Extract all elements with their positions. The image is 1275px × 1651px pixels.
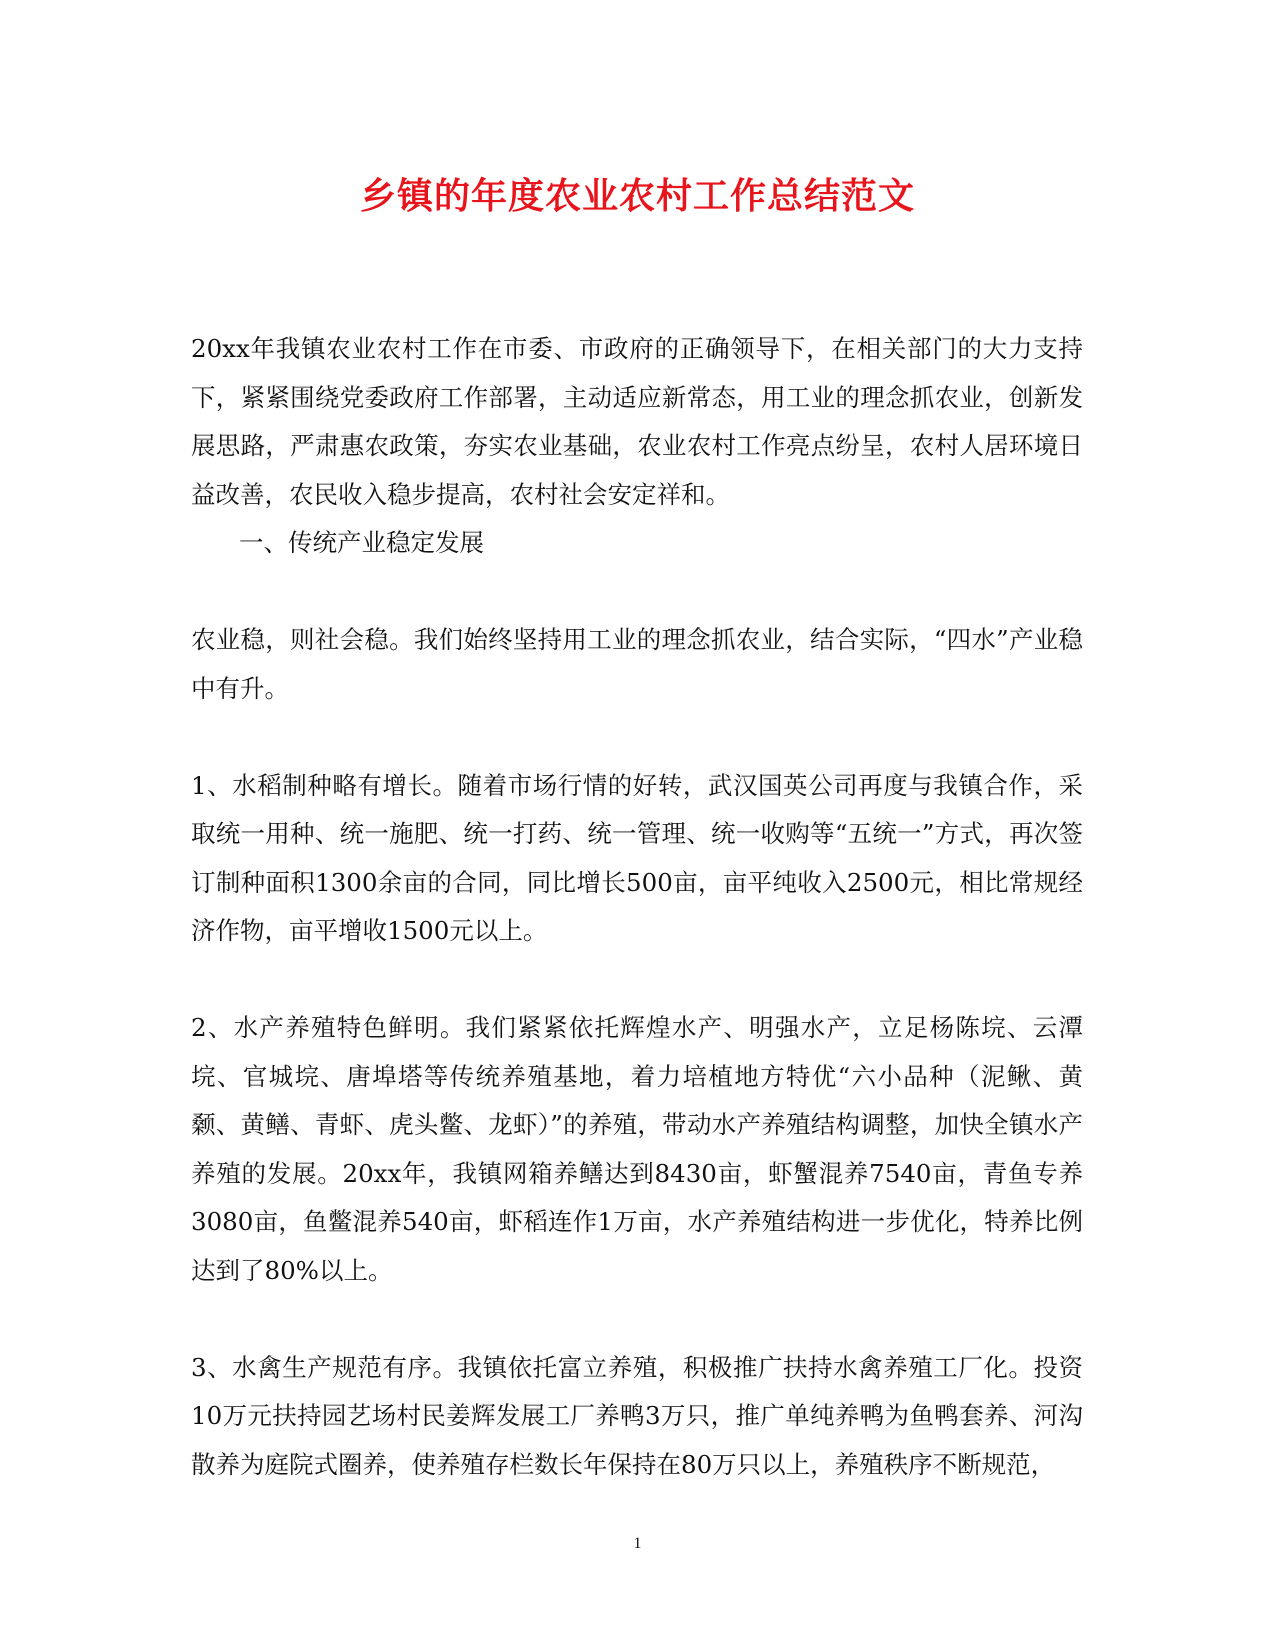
page-number: 1: [633, 1535, 642, 1552]
section-intro-paragraph: 农业稳，则社会稳。我们始终坚持用工业的理念抓农业，结合实际，“四水”产业稳中有升。: [191, 625, 1083, 703]
document-title: 乡镇的年度农业农村工作总结范文: [359, 175, 915, 217]
item-paragraph-rice: 1、水稻制种略有增长。随着市场行情的好转，武汉国英公司再度与我镇合作，采取统一用种、统一施肥、统一打药、统一管理、统一收购等“五统一”方式，再次签订制种面积1300余亩的合同，同比增长500亩，亩平纯收入2500元，相比常规经济作物，亩平增收1500元以上。: [191, 770, 1083, 945]
item-paragraph-waterfowl: 3、水禽生产规范有序。我镇依托富立养殖，积极推广扶持水禽养殖工厂化。投资10万元扶持园艺场村民姜辉发展工厂养鸭3万只，推广单纯养鸭为鱼鸭套养、河沟散养为庭院式圈养，使养殖存栏数长年保持在80万只以上，养殖秩序不断规范，: [191, 1352, 1083, 1479]
intro-paragraph: 20xx年我镇农业农村工作在市委、市政府的正确领导下，在相关部门的大力支持下，紧紧围绕党委政府工作部署，主动适应新常态，用工业的理念抓农业，创新发展思路，严肃惠农政策，夯实农业基础，农业农村工作亮点纷呈，农村人居环境日益改善，农民收入稳步提高，农村社会安定祥和。: [191, 334, 1083, 509]
document-body: [191, 325, 1083, 1489]
section-heading: 一、传统产业稳定发展: [239, 528, 484, 557]
paragraph-spacer: [191, 956, 1083, 1005]
paragraph-spacer: [191, 713, 1083, 762]
paragraph-spacer: [191, 568, 1083, 617]
paragraph-spacer: [191, 1295, 1083, 1344]
item-paragraph-aquaculture: 2、水产养殖特色鲜明。我们紧紧依托辉煌水产、明强水产，立足杨陈垸、云潭垸、官城垸、唐埠塔等传统养殖基地，着力培植地方特优“六小品种（泥鳅、黄颡、黄鳝、青虾、虎头鳖、龙虾）”的养殖，带动水产养殖结构调整，加快全镇水产养殖的发展。20xx年，我镇网箱养鳝达到8430亩，虾蟹混养7540亩，青鱼专养3080亩，鱼鳖混养540亩，虾稻连作1万亩，水产养殖结构进一步优化，特养比例达到了80%以上。: [191, 1013, 1083, 1285]
